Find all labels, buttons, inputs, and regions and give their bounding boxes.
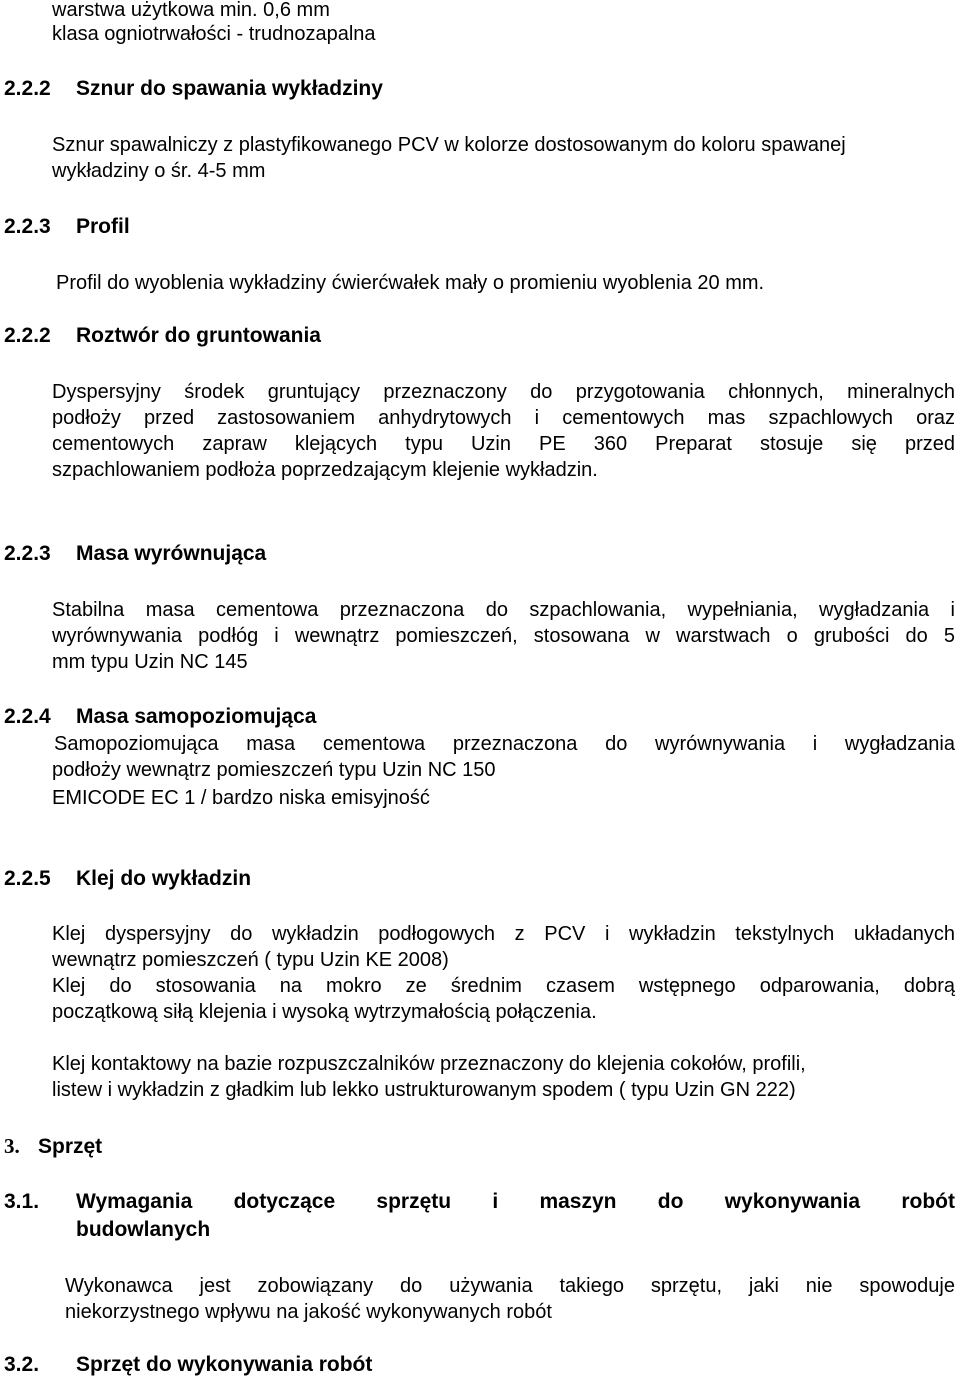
section-heading [4,323,321,349]
text-line: Klej do stosowania na mokro ze średnim czasem wstępnego odparowania, dobrą [52,975,955,997]
section-heading [4,866,251,892]
text-line: cementowych zapraw klejących typu Uzin PE 360 Preparat stosuje się przed [52,433,955,455]
text-line: wykładziny o śr. 4-5 mm [52,160,266,182]
section-title: Sprzęt do wykonywania robót [76,1353,373,1376]
text-line: Stabilna masa cementowa przeznaczona do szpachlowania, wypełniania, wygładzania i [52,599,955,621]
section-number: 3.1. [4,1190,40,1213]
text-line: klasa ogniotrwałości - trudnozapalna [52,23,376,45]
text-line: wewnątrz pomieszczeń ( typu Uzin KE 2008) [52,949,449,971]
text-line: Klej kontaktowy na bazie rozpuszczalników przeznaczony do klejenia cokołów, profili, [52,1053,806,1075]
section-heading [4,704,316,730]
section-title: Masa samopoziomująca [76,705,317,728]
text-line: Dyspersyjny środek gruntujący przeznaczony do przygotowania chłonnych, mineralnych [52,381,955,403]
section-heading [4,541,266,567]
text-line: EMICODE EC 1 / bardzo niska emisyjność [52,787,430,809]
section-number: 2.2.4 [4,705,51,728]
text-line: Sznur spawalniczy z plastyfikowanego PCV w kolorze dostosowanym do koloru spawanej [52,134,846,156]
text-line: Klej dyspersyjny do wykładzin podłogowych z PCV i wykładzin tekstylnych układanych [52,923,955,945]
section-number: 2.2.3 [4,215,51,238]
text-line: niekorzystnego wpływu na jakość wykonywanych robót [65,1301,552,1323]
text-line: podłoży przed zastosowaniem anhydrytowych i cementowych mas szpachlowych oraz [52,407,955,429]
section-title: Profil [76,215,130,238]
chapter-title: Sprzęt [38,1135,103,1158]
chapter-number: 3. [4,1134,20,1158]
section-title: Klej do wykładzin [76,867,252,890]
text-line: wyrównywania podłóg i wewnątrz pomieszczeń, stosowana w warstwach o grubości do 5 [52,625,955,647]
text-line: szpachlowaniem podłoża poprzedzającym klejenie wykładzin. [52,459,598,481]
section-number: 3.2. [4,1353,40,1376]
text-line: warstwa użytkowa min. 0,6 mm [52,0,330,21]
text-line: Samopoziomująca masa cementowa przeznaczona do wyrównywania i wygładzania [54,733,955,755]
text-line: podłoży wewnątrz pomieszczeń typu Uzin NC 150 [52,759,496,781]
section-title: Wymagania dotyczące sprzętu i maszyn do wykonywania robót [76,1190,955,1213]
text-line: mm typu Uzin NC 145 [52,651,248,673]
section-title: Masa wyrównująca [76,542,267,565]
section-heading [4,76,383,102]
text-line: Wykonawca jest zobowiązany do używania takiego sprzętu, jaki nie spowoduje [65,1275,955,1297]
section-number: 2.2.2 [4,324,51,347]
section-number: 2.2.2 [4,77,51,100]
chapter-heading [4,1133,102,1160]
section-title: budowlanych [76,1218,211,1241]
section-number: 2.2.3 [4,542,51,565]
section-heading [4,1352,372,1378]
section-heading [4,214,130,240]
section-title: Sznur do spawania wykładziny [76,77,383,100]
section-number: 2.2.5 [4,867,51,890]
text-line: listew i wykładzin z gładkim lub lekko ustrukturowanym spodem ( typu Uzin GN 222) [52,1079,796,1101]
text-line: Profil do wyoblenia wykładziny ćwierćwałek mały o promieniu wyoblenia 20 mm. [56,272,765,294]
section-title: Roztwór do gruntowania [76,324,321,347]
text-line: początkową siłą klejenia i wysoką wytrzymałością połączenia. [52,1001,597,1023]
